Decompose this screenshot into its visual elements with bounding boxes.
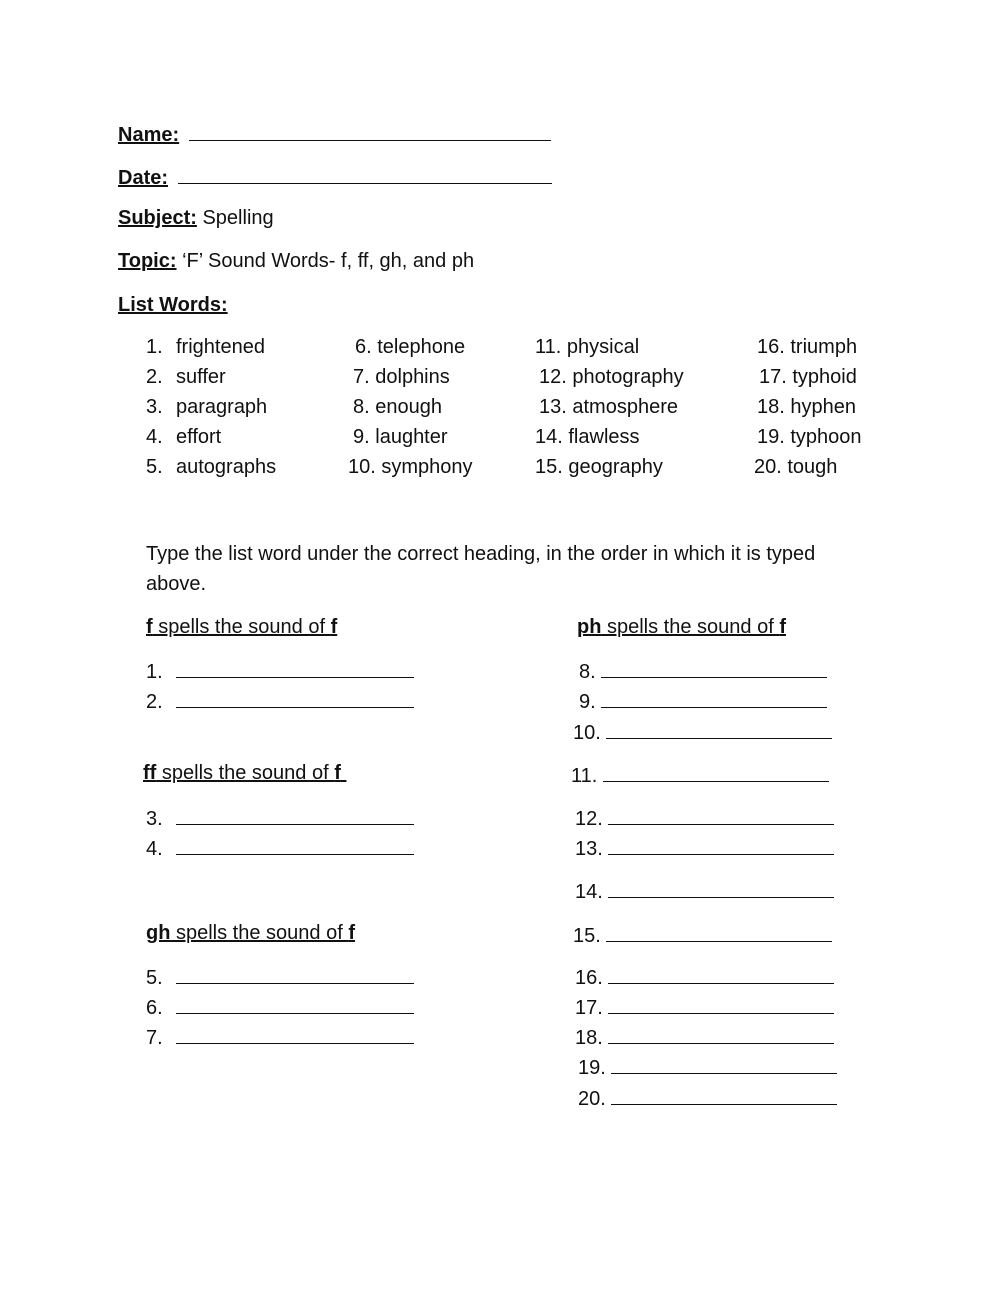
list-item: 20. tough xyxy=(754,456,838,478)
subject-row xyxy=(118,206,274,230)
answer-line: 5. xyxy=(146,963,414,990)
list-item: 7. dolphins xyxy=(353,366,450,388)
name-row xyxy=(118,120,551,147)
answer-blank[interactable] xyxy=(176,834,414,855)
answer-blank[interactable] xyxy=(611,1084,837,1105)
answer-blank[interactable] xyxy=(608,993,834,1014)
answer-line: 20. xyxy=(578,1084,837,1111)
answer-line: 11. xyxy=(571,761,829,788)
answer-blank[interactable] xyxy=(176,963,414,984)
answer-blank[interactable] xyxy=(176,687,414,708)
answer-line: 13. xyxy=(575,834,834,861)
answer-line: 19. xyxy=(578,1053,837,1080)
answer-blank[interactable] xyxy=(608,804,834,825)
answer-line: 9. xyxy=(579,687,827,714)
answer-line: 2. xyxy=(146,687,414,714)
answer-line: 7. xyxy=(146,1023,414,1050)
answer-blank[interactable] xyxy=(176,657,414,678)
answer-blank[interactable] xyxy=(176,1023,414,1044)
answer-blank[interactable] xyxy=(601,687,827,708)
heading-gh: gh spells the sound of f xyxy=(146,922,355,944)
heading-f: f spells the sound of f xyxy=(146,616,338,638)
instructions-line-1: Type the list word under the correct heading, in the order in which it is typed xyxy=(146,543,816,565)
list-words-row xyxy=(118,293,228,317)
date-row xyxy=(118,163,552,190)
answer-blank[interactable] xyxy=(606,718,832,739)
answer-line: 4. xyxy=(146,834,414,861)
answer-blank[interactable] xyxy=(176,993,414,1014)
list-item: 4. effort xyxy=(146,426,222,448)
answer-line: 1. xyxy=(146,657,414,684)
date-label: Date: xyxy=(118,167,169,189)
list-item: 2. suffer xyxy=(146,366,226,388)
list-item: 3. paragraph xyxy=(146,396,268,418)
answer-line: 12. xyxy=(575,804,834,831)
answer-blank[interactable] xyxy=(608,877,834,898)
answer-line: 6. xyxy=(146,993,414,1020)
list-item: 1. frightened xyxy=(146,336,265,358)
answer-line: 15. xyxy=(573,921,832,948)
topic-row xyxy=(118,249,474,273)
list-item: 16. triumph xyxy=(757,336,858,358)
answer-line: 8. xyxy=(579,657,827,684)
answer-line: 14. xyxy=(575,877,834,904)
answer-blank[interactable] xyxy=(611,1053,837,1074)
list-item: 12. photography xyxy=(539,366,684,388)
answer-blank[interactable] xyxy=(603,761,829,782)
answer-blank[interactable] xyxy=(608,963,834,984)
answer-blank[interactable] xyxy=(608,834,834,855)
instructions-line-2: above. xyxy=(146,573,207,595)
answer-line: 3. xyxy=(146,804,414,831)
answer-blank[interactable] xyxy=(608,1023,834,1044)
answer-blank[interactable] xyxy=(601,657,827,678)
date-blank[interactable] xyxy=(178,163,552,184)
answer-line: 17. xyxy=(575,993,834,1020)
list-item: 18. hyphen xyxy=(757,396,856,418)
name-blank[interactable] xyxy=(189,120,551,141)
topic-label: Topic: xyxy=(118,250,177,272)
heading-ph: ph spells the sound of f xyxy=(577,616,786,638)
heading-ff: ff spells the sound of f xyxy=(143,762,341,784)
list-item: 17. typhoid xyxy=(759,366,857,388)
answer-blank[interactable] xyxy=(606,921,832,942)
list-item: 5. autographs xyxy=(146,456,277,478)
answer-line: 10. xyxy=(573,718,832,745)
list-item: 9. laughter xyxy=(353,426,448,448)
list-item: 19. typhoon xyxy=(757,426,862,448)
subject-value: Spelling xyxy=(202,207,274,229)
answer-line: 16. xyxy=(575,963,834,990)
list-item: 8. enough xyxy=(353,396,442,418)
list-item: 15. geography xyxy=(535,456,663,478)
topic-value: ‘F’ Sound Words- f, ff, gh, and ph xyxy=(182,250,475,272)
list-item: 6. telephone xyxy=(355,336,466,358)
list-item: 13. atmosphere xyxy=(539,396,678,418)
answer-line: 18. xyxy=(575,1023,834,1050)
list-item: 14. flawless xyxy=(535,426,640,448)
list-item: 10. symphony xyxy=(348,456,473,478)
answer-blank[interactable] xyxy=(176,804,414,825)
list-item: 11. physical xyxy=(535,336,640,358)
subject-label: Subject: xyxy=(118,207,197,229)
name-label: Name: xyxy=(118,124,180,146)
list-words-label: List Words: xyxy=(118,294,228,316)
